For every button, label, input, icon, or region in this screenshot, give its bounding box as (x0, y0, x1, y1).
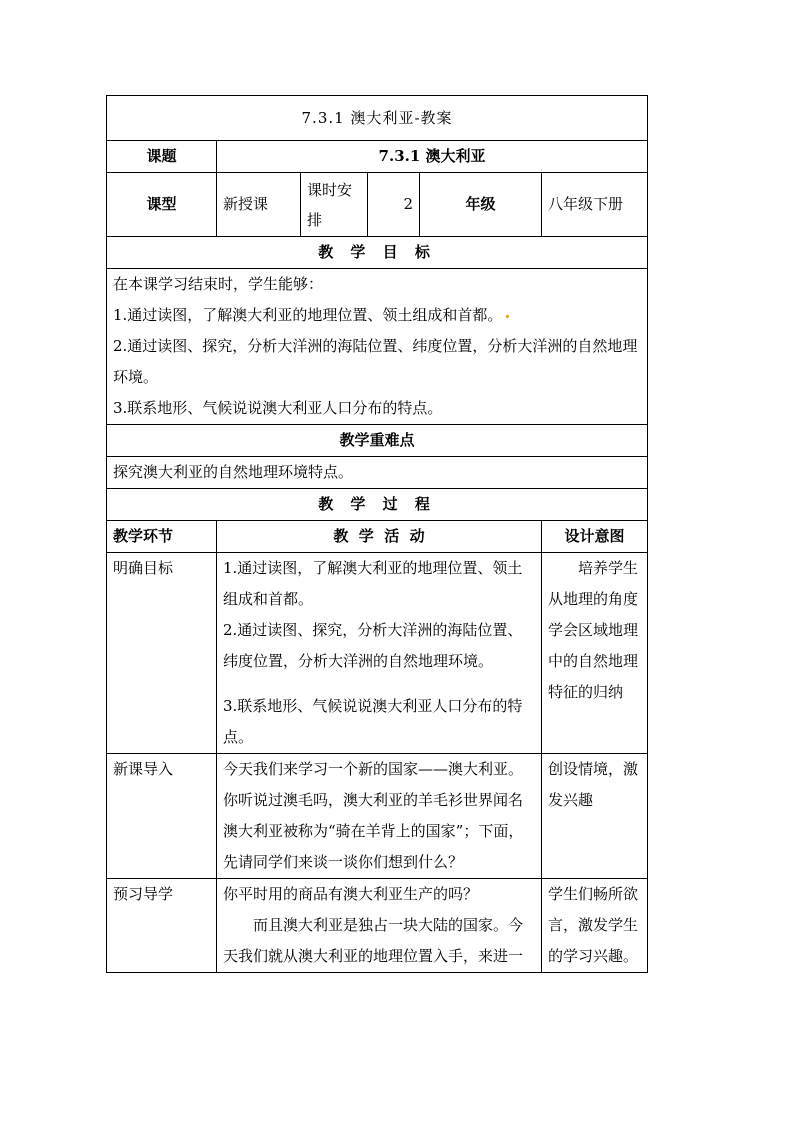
stage-cell: 预习导学 (107, 879, 217, 973)
objective-item: 1.通过读图，了解澳大利亚的地理位置、领土组成和首都。 (113, 300, 641, 331)
hours-label: 课时安排 (301, 173, 368, 237)
col-stage-header: 教学环节 (107, 521, 217, 553)
objective-item: 2.通过读图、探究，分析大洋洲的海陆位置、纬度位置，分析大洋洲的自然地理环境。 (113, 337, 638, 386)
activity-cell (217, 879, 542, 973)
stage-cell: 明确目标 (107, 553, 217, 754)
activity-cell (217, 553, 542, 754)
document-title: 7.3.1 澳大利亚-教案 (107, 96, 648, 141)
grade-label: 年级 (420, 173, 542, 237)
type-label: 课型 (107, 173, 217, 237)
marker-dot (506, 315, 509, 318)
objectives-heading: 教 学 目 标 (107, 237, 648, 269)
stage-cell: 新课导入 (107, 754, 217, 879)
intent-cell: 创设情境，激发兴趣 (542, 754, 648, 879)
activity-line: 你平时用的商品有澳大利亚生产的吗？ (223, 885, 479, 903)
objectives-body (107, 269, 648, 425)
grade-value: 八年级下册 (542, 173, 648, 237)
key-points-heading: 教学重难点 (107, 425, 648, 457)
col-intent-header: 设计意图 (542, 521, 648, 553)
objectives-intro: 在本课学习结束时，学生能够： (113, 275, 324, 293)
col-activity-header: 教 学 活 动 (217, 521, 542, 553)
activity-line: 2.通过读图、探究，分析大洋洲的海陆位置、纬度位置，分析大洋洲的自然地理环境。 (223, 621, 523, 670)
topic-value: 7.3.1 澳大利亚 (217, 141, 648, 173)
key-points-text: 探究澳大利亚的自然地理环境特点。 (107, 457, 648, 489)
intent-cell: 学生们畅所欲言，激发学生的学习兴趣。 (542, 879, 648, 973)
activity-line: 而且澳大利亚是独占一块大陆的国家。今天我们就从澳大利亚的地理位置入手，来进一 (223, 916, 524, 965)
intent-cell: 培养学生从地理的角度学会区域地理中的自然地理特征的归纳 (542, 553, 648, 754)
topic-label: 课题 (107, 141, 217, 173)
hours-value: 2 (368, 173, 420, 237)
process-heading: 教 学 过 程 (107, 489, 648, 521)
activity-line: 1.通过读图，了解澳大利亚的地理位置、领土组成和首都。 (223, 559, 523, 608)
activity-cell (217, 754, 542, 879)
lesson-plan-table (106, 95, 648, 973)
activity-line: 今天我们来学习一个新的国家——澳大利亚。你听说过澳毛吗，澳大利亚的羊毛衫世界闻名澳大利亚被称为“骑在羊背上的国家”；下面，先请同学们来谈一谈你们想到什么？ (223, 760, 524, 871)
activity-line: 3.联系地形、气候说说澳大利亚人口分布的特点。 (223, 697, 523, 746)
type-value: 新授课 (217, 173, 301, 237)
objective-item: 3.联系地形、气候说说澳大利亚人口分布的特点。 (113, 399, 443, 417)
